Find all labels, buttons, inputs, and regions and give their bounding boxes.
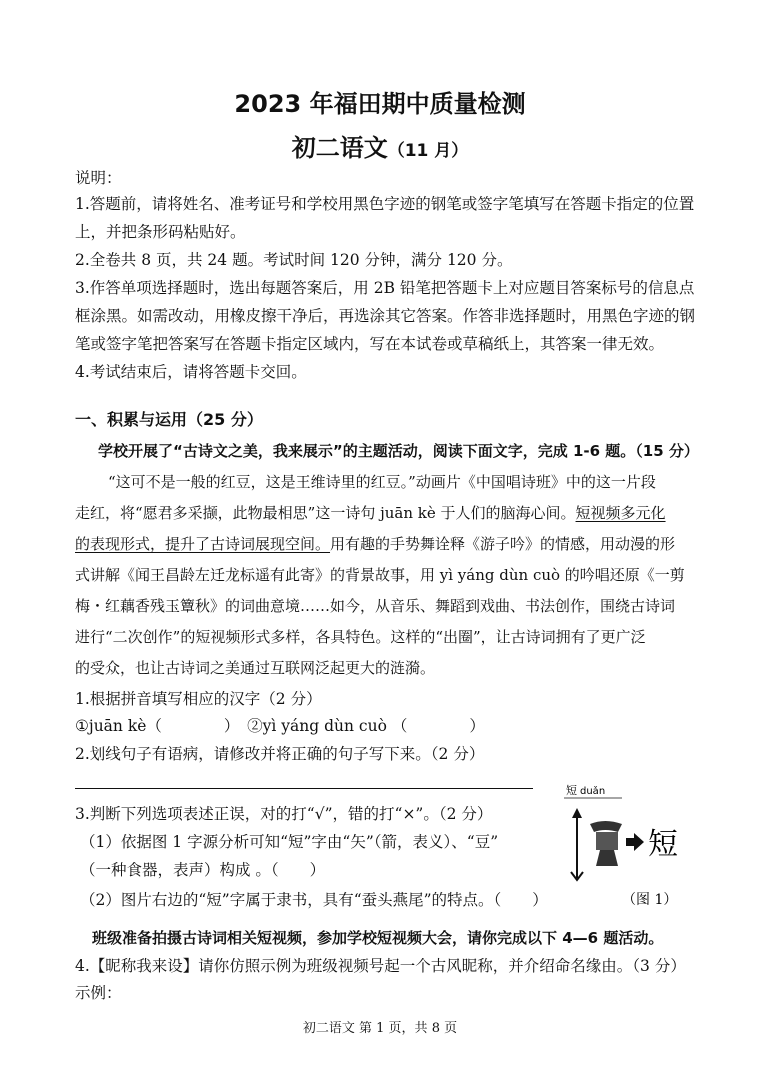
figure-top-char: 短 bbox=[566, 784, 577, 797]
clerical-script-char: 短 bbox=[648, 827, 678, 862]
instruction-line: 4.考试结束后，请将答题卡交回。 bbox=[75, 363, 307, 381]
subject-name: 初二语文 bbox=[291, 134, 388, 162]
question-4-example: 示例： bbox=[75, 984, 122, 1002]
instruction-line: 笔或签字笔把答案写在答题卡指定区域内，写在本试卷或草稿纸上，其答案一律无效。 bbox=[75, 335, 665, 353]
question-2-stem: 2.划线句子有语病，请修改并将正确的句子写下来。（2 分） bbox=[75, 745, 485, 763]
instruction-line: 上，并把条形码粘贴好。 bbox=[75, 223, 246, 241]
question-3-stem: 3.判断下列选项表述正误，对的打“√”，错的打“×”。（2 分） bbox=[75, 805, 493, 823]
passage-line bbox=[75, 503, 695, 523]
question-4-stem: 4.【昵称我来设】请你仿照示例为班级视频号起一个古风昵称，并介绍命名缘由。（3 分） bbox=[75, 957, 686, 975]
activity-2-intro: 班级准备拍摄古诗词相关短视频，参加学校短视频大会，请你完成以下 4—6 题活动。 bbox=[92, 929, 664, 947]
passage-text: 走红，将“愿君多采撷，此物最相思”这一诗句 juān kè 于人们的脑海心间。 bbox=[75, 504, 576, 522]
figure-caption: （图 1） bbox=[622, 892, 678, 908]
instruction-line: 框涂黑。如需改动，用橡皮擦干净后，再选涂其它答案。作答非选择题时，用黑色字迹的钢 bbox=[75, 307, 696, 325]
character-origin-figure bbox=[560, 780, 690, 910]
question-3-item-1: （1）依据图 1 字源分析可知“短”字由“矢”（箭，表义）、“豆” bbox=[80, 833, 499, 851]
vessel-body-glyph bbox=[596, 832, 618, 850]
underlined-sentence: 短视频多元化 bbox=[575, 504, 666, 522]
passage-text: 用有趣的手势舞诠释《游子吟》的情感，用动漫的形 bbox=[330, 535, 676, 553]
passage-line: 梅・红藕香残玉簟秋》的词曲意境……如今，从音乐、舞蹈到戏曲、书法创作，围绕古诗词 bbox=[75, 597, 676, 615]
passage-line: “这可不是一般的红豆，这是王维诗里的红豆。”动画片《中国唱诗班》中的这一片段 bbox=[108, 473, 656, 491]
question-1-items: ①juān kè（ ） ②yì yáng dùn cuò （ ） bbox=[75, 717, 485, 735]
arrow-right-icon bbox=[626, 833, 644, 851]
instruction-line: 2.全卷共 8 页，共 24 题。考试时间 120 分钟，满分 120 分。 bbox=[75, 251, 513, 269]
instruction-line: 1.答题前，请将姓名、准考证号和学校用黑色字迹的钢笔或签字笔填写在答题卡指定的位置 bbox=[75, 195, 695, 213]
passage-line: 进行“二次创作”的短视频形式多样，各具特色。这样的“出圈”，让古诗词拥有了更广泛 bbox=[75, 628, 646, 646]
question-1-stem: 1.根据拼音填写相应的汉字（2 分） bbox=[75, 690, 322, 708]
underlined-sentence: 的表现形式，提升了古诗词展现空间。 bbox=[75, 535, 331, 553]
vessel-rim-glyph bbox=[590, 821, 622, 832]
section-heading: 一、积累与运用（25 分） bbox=[75, 410, 263, 429]
arrowhead-glyph bbox=[572, 808, 582, 818]
activity-intro: 学校开展了“古诗文之美，我来展示”的主题活动，阅读下面文字，完成 1-6 题。（15 分） bbox=[98, 442, 699, 460]
question-3-item-1-cont: （一种食器，表声）构成 。（ ） bbox=[80, 861, 326, 879]
passage-line: 的受众，也让古诗词之美通过互联网泛起更大的涟漪。 bbox=[75, 659, 436, 677]
figure-pinyin: duǎn bbox=[580, 786, 606, 797]
instruction-line: 3.作答单项选择题时，选出每题答案后，用 2B 铅笔把答题卡上对应题目答案标号的信息点 bbox=[75, 279, 695, 297]
passage-line: 式讲解《闻王昌龄左迁龙标遥有此寄》的背景故事，用 yì yáng dùn cuò 的吟唱还原《一剪 bbox=[75, 566, 685, 584]
exam-title: 2023 年福田期中质量检测 bbox=[234, 90, 526, 118]
passage-line bbox=[75, 534, 695, 554]
exam-subtitle bbox=[0, 128, 760, 163]
instructions-label: 说明： bbox=[75, 169, 122, 187]
vessel-base-glyph bbox=[596, 850, 618, 866]
page-footer: 初二语文 第 1 页，共 8 页 bbox=[302, 1021, 458, 1036]
question-3-item-2: （2）图片右边的“短”字属于隶书，具有“蚕头燕尾”的特点。（ ） bbox=[80, 891, 548, 909]
month-note: （11 月） bbox=[387, 141, 469, 161]
answer-line[interactable] bbox=[75, 788, 533, 789]
